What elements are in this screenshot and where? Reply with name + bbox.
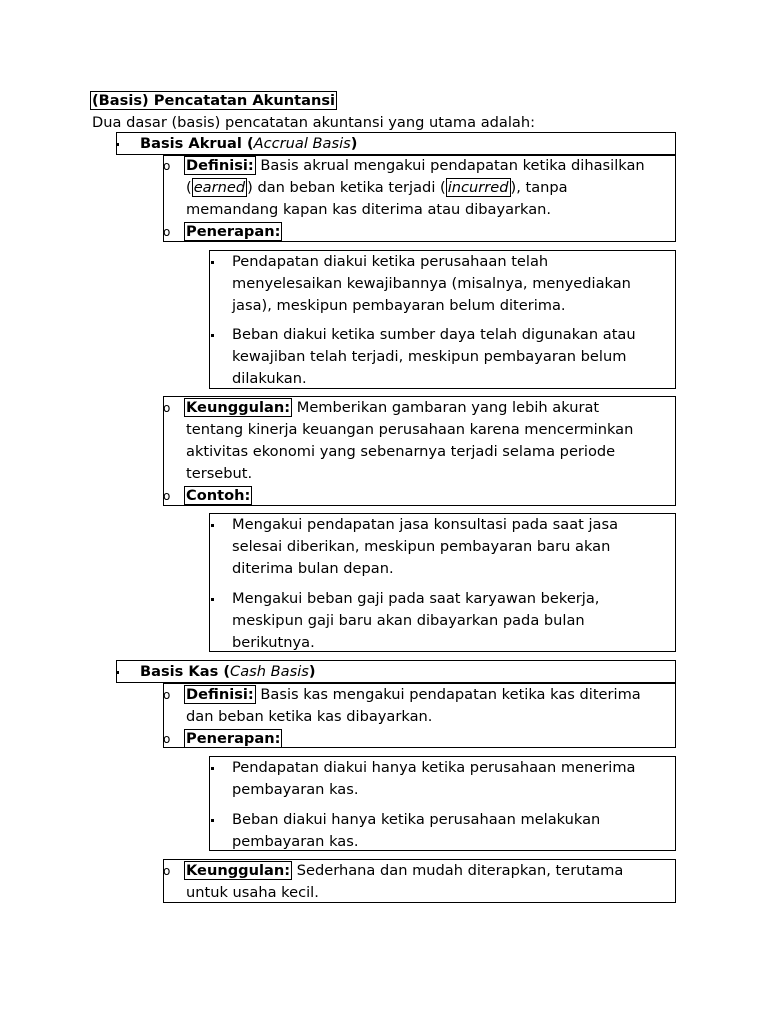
list-item-line: Beban diakui hanya ketika perusahaan melakukan (232, 811, 601, 828)
accrual-advantage-line: Keunggulan: Memberikan gambaran yang lebih akurat (186, 399, 600, 416)
bullet-marker (211, 334, 214, 337)
bullet-marker: o (163, 159, 171, 173)
accrual-advantage-line: tersebut. (186, 465, 253, 482)
cash-definition-line: Definisi: Basis kas mengakui pendapatan ketika kas diterima (186, 686, 641, 703)
bullet-marker: o (163, 688, 171, 702)
list-item-line: Beban diakui ketika sumber daya telah digunakan atau (232, 326, 636, 343)
list-item-line: dilakukan. (232, 370, 307, 387)
bullet-marker: o (163, 864, 171, 878)
list-item-line: diterima bulan depan. (232, 560, 394, 577)
accrual-heading: Basis Akrual (Accrual Basis) (140, 135, 358, 152)
cash-advantage-line: untuk usaha kecil. (186, 884, 319, 901)
list-item-line: menyelesaikan kewajibannya (misalnya, menyediakan (232, 275, 631, 292)
bullet-marker (211, 767, 214, 770)
bullet-marker: o (163, 225, 171, 239)
cash-definition-line: dan beban ketika kas dibayarkan. (186, 708, 433, 725)
bullet-marker (116, 143, 119, 146)
list-item-line: kewajiban telah terjadi, meskipun pembayaran belum (232, 348, 627, 365)
bullet-marker: o (163, 401, 171, 415)
bullet-marker (211, 819, 214, 822)
list-item-line: pembayaran kas. (232, 781, 359, 798)
accrual-definition-line: Definisi: Basis akrual mengakui pendapatan ketika dihasilkan (186, 157, 645, 174)
accrual-definition-line: memandang kapan kas diterima atau dibayarkan. (186, 201, 552, 218)
list-item-line: selesai diberikan, meskipun pembayaran baru akan (232, 538, 611, 555)
list-item-line: Mengakui beban gaji pada saat karyawan bekerja, (232, 590, 600, 607)
bullet-marker: o (163, 489, 171, 503)
list-item-line: jasa), meskipun pembayaran belum diterima. (232, 297, 566, 314)
bullet-marker (116, 671, 119, 674)
bullet-marker: o (163, 732, 171, 746)
list-item-line: meskipun gaji baru akan dibayarkan pada bulan (232, 612, 585, 629)
list-item-line: Pendapatan diakui hanya ketika perusahaan menerima (232, 759, 636, 776)
accrual-definition-line: ( earned ) dan beban ketika terjadi ( incurred ), tanpa (186, 179, 568, 196)
accrual-contoh-label: Contoh: (186, 487, 251, 504)
cash-advantage-line: Keunggulan: Sederhana dan mudah diterapkan, terutama (186, 862, 624, 879)
page-title: (Basis) Pencatatan Akuntansi (92, 92, 336, 109)
list-item-line: Mengakui pendapatan jasa konsultasi pada saat jasa (232, 516, 619, 533)
list-item-line: pembayaran kas. (232, 833, 359, 850)
list-item-line: Pendapatan diakui ketika perusahaan telah (232, 253, 549, 270)
bullet-marker (211, 261, 214, 264)
bullet-marker (211, 524, 214, 527)
cash-penerapan-label: Penerapan: (186, 730, 281, 747)
accrual-penerapan-label: Penerapan: (186, 223, 281, 240)
bullet-marker (211, 598, 214, 601)
cash-heading: Basis Kas (Cash Basis) (140, 663, 316, 680)
accrual-advantage-line: aktivitas ekonomi yang sebenarnya terjadi selama periode (186, 443, 616, 460)
list-item-line: berikutnya. (232, 634, 315, 651)
accrual-advantage-line: tentang kinerja keuangan perusahaan karena mencerminkan (186, 421, 634, 438)
intro-text: Dua dasar (basis) pencatatan akuntansi yang utama adalah: (92, 114, 536, 131)
